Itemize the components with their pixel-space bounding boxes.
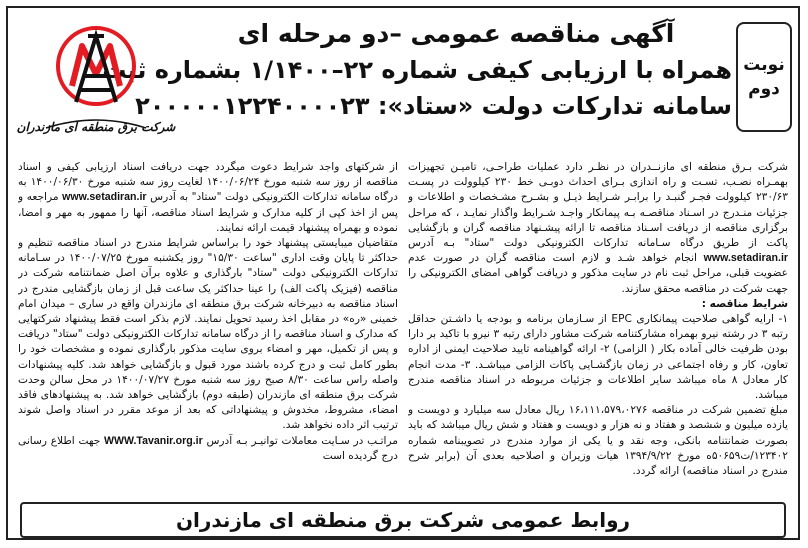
notice-body [18, 160, 788, 490]
round-badge-line2: دوم [748, 79, 780, 99]
tender-notice [6, 6, 800, 540]
intro-text: شرکت بـرق منطقه ای مازنــدران در نظـر دارد عملیات طراحـی، تامیـن تجهیزات بهمـراه نصـب، تسـت و راه اندازی بـرای احداث دوبـی خط ۲۳۰ کیلوولت در پسـت ۲۳۰/۶۳ کیلوولت فجـر گنبـد را برابـر شـرایط ذیـل و بشـرح مشـخصات و اطلاعات و جزئیات منـدرج در اسـناد مناقصـه بـه پیمانکار واجـد شـرایط واگذار نمایـد ، که مراحل برگزاری مناقصه از دریافت اسـناد مناقصه تا ارائه پیشـنهاد مناقصه گران و بازگشایی پاکت از طریق درگاه سـامانه تدارکات الکترونیکی دولت "ستاد" بـه آدرس [408, 161, 788, 250]
setad-website-link[interactable]: www.setadiran.ir [703, 252, 788, 265]
title-line-3: سامانه تدارکات دولت «ستاد»: ۲۰۰۰۰۰۱۲۲۴۰۰۰۰۲۳ [135, 92, 732, 120]
invitation-text: از شرکتهای واجد شرایط دعوت میگردد جهت دریافت اسناد ارزیابی کیفی و اسناد مناقصه از روز سه شنبه مورخ ۱۴۰۰/۰۶/۲۴ لغایت روز سه شنبه مورخ ۱۴۰۰/۰۶/۳۰ به درگاه سامانه تدارکات الکترونیکی دولت "ستاد" به آدرس [18, 161, 398, 204]
notice-title [102, 16, 732, 124]
public-relations-footer: روابط عمومی شرکت برق منطقه ای مازندران [20, 502, 786, 538]
conditions-text: ۱- ارایه گواهی صلاحیت پیمانکاری EPC از سـازمان برنامه و بودجه یا داشـتن حداقل رتبه ۳ در رشته نیرو بهمراه مشارکتنامه شرکت مشاور دارای رتبه ۳ نیرو با تاکید بر دارا بودن ظرفیت خالی آماده بکار ( الزامی) ۲- ارائه گواهینامه تایید صلاحیت ایمنی از اداره تعاون، کار و رفاه اجتماعی در زمان بازگشـایی پاکات الزامی میباشـد. ۳- مدت انجام کار معادل ۸ ماه میباشد سایر اطلاعات و جزئیات مربوطه در اسناد مناقصه مندرج میباشد. [408, 313, 788, 402]
company-logo [16, 16, 176, 150]
title-line-2: همراه با ارزیابی کیفی شماره ۲۲–۱/۱۴۰۰ بشماره ثبت [102, 56, 732, 84]
right-column [408, 160, 788, 490]
left-column [18, 160, 398, 490]
tavanir-website-link[interactable]: WWW.Tavanir.org.ir [104, 434, 203, 447]
invitation-text-cont: مراجعه و پس از اخذ کپی از کلیه مدارک و شرایط اسناد مناقصه، آنها را ممهور به مهر و امضا، نموده و بهمراه پیشنهاد قیمت ارائه نمایند. [18, 191, 398, 234]
tavanir-text-cont: جهت اطلاع رسانی درج گردیده است [18, 434, 398, 462]
submission-text: متقاضیان میبایستی پیشنهاد خود را براساس شرایط مندرج در اسناد مناقصه تنظیم و حداکثر تا پایان وقت اداری "ساعت ۱۵/۳۰" روز یکشنبه مورخ ۱۴۰۰/۰۷/۲۵ در سـامانه تدارکات الکترونیکی دولت "ستاد" بارگذاری و علاوه برآن اصل ضمانتنامه شرکت در مناقصه (فیزیک پاکت الف) را عینا حداکثر یک ساعت قبل از زمان بازگشایی مندرج در اسناد مناقصه به دبیرخانه شرکت برق منطقه ای مازندران واقع در ساری – میدان امام خمینی «ره» در مقابل اخذ رسید تحویل نمایند. لازم بذکر است فقط پیشنهاد شرکتهایی که مدارک و اسناد مناقصه را از درگاه سامانه تدارکات الکترونیکی دولت "ستاد" دریافت و پس از تکمیل، مهر و امضاء بروی سایت مذکور بارگذاری نموده و مشخصات خود را بطور کامل ثبت و درج کرده باشند مورد قبول و بازگشایی خواهد شد. کلیه پیشنهادات واصله راس ساعت ۸/۳۰ صبح روز سه شنبه مورخ ۱۴۰۰/۰۷/۲۷ در محل سالن وحدت شرکت برق منطقه ای مازندران (طبقه دوم) بازگشایی خواهد شد. به پیشنهادهای فاقد امضاء، مشروط، مخدوش و پیشنهاداتی که بعد از موعد مقرر در اسناد واصل شوند ترتیب اثر داده نخواهد شد. [18, 237, 398, 432]
setad-website-link-2[interactable]: www.setadiran.ir [62, 191, 147, 204]
intro-text-cont: انجام خواهد شـد و لازم است مناقصه گران در صورت عدم عضویت قبلی، مراحل ثبت نام در سایت مذکور و دریافت گواهی امضای الکترونیکی را جهت شرکت در مناقصه محقق سازند. [408, 252, 788, 295]
title-line-1: آگهی مناقصه عمومی –دو مرحله ای [237, 19, 675, 48]
round-badge [736, 22, 792, 132]
conditions-header: شرایط مناقصه : [701, 297, 788, 310]
round-badge-line1: نوبت [743, 55, 785, 75]
guarantee-text: مبلغ تضمین شرکت در مناقصه ۱۶،۱۱۱،۵۷۹،۰۲۷۶ ریال معادل سه میلیارد و دویست و یازده میلیون و ششصد و هفتاد و نه هزار و دویست و هفتاد و شش ریال میباشد که باید بصورت ضمانتنامه بانکی، وجه نقد و یا یکی از موارد مندرج در تصویبنامه شماره ۱۲۳۴۰۲/ت۵۰۶۵۹ه مورخ ۱۳۹۴/۹/۲۲ هیات وزیران و اصلاحیه بعدی آن (برابر شرح مندرج در اسناد مناقصه) ارائه گردد. [408, 404, 788, 478]
tavanir-text: مراتـب در سـایت معاملات توانیـر بـه آدرس [206, 434, 398, 447]
logo-caption: شرکت برق منطقه ای مازندران [16, 120, 176, 134]
